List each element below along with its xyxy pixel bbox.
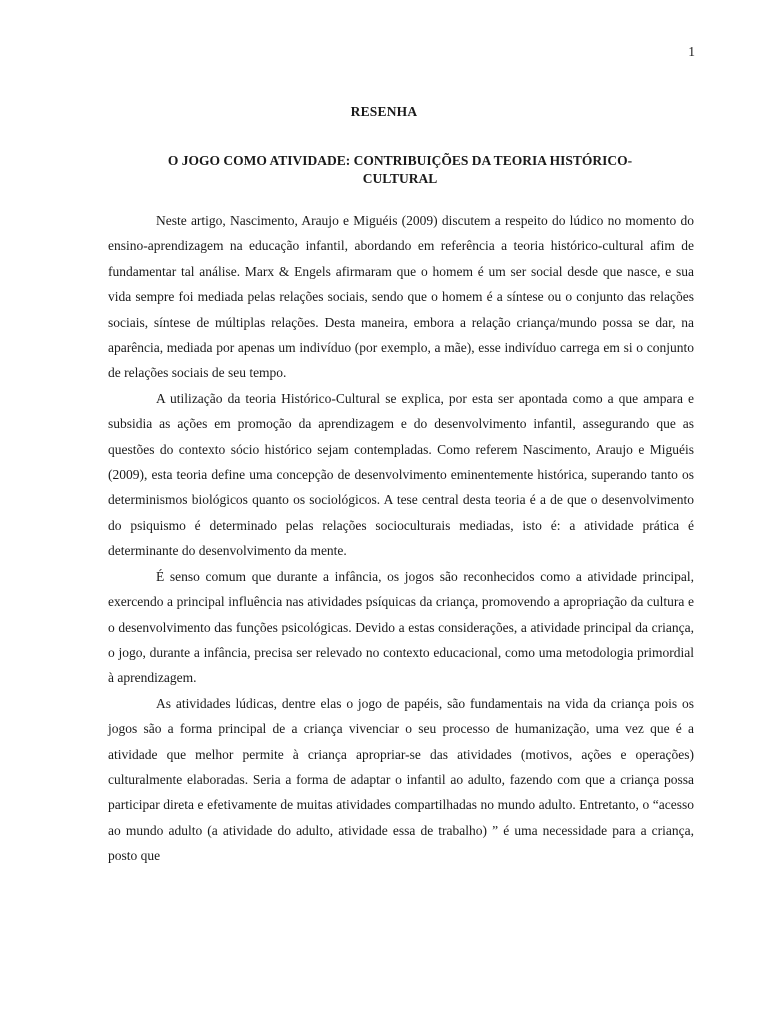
article-title: O JOGO COMO ATIVIDADE: CONTRIBUIÇÕES DA TEORIA HISTÓRICO-CULTURAL	[167, 153, 633, 186]
paragraph: É senso comum que durante a infância, os jogos são reconhecidos como a atividade principal, exercendo a principal influência nas atividades psíquicas da criança, promovendo a apropriação da cultura e o desenvolvimento das funções psicológicas. Devido a estas considerações, a atividade principal da criança, o jogo, durante a infância, precisa ser relevado no contexto educacional, como uma metodologia primordial à aprendizagem.	[108, 568, 694, 686]
paragraph: Neste artigo, Nascimento, Araujo e Miguéis (2009) discutem a respeito do lúdico no momento do ensino-aprendizagem na educação infantil, abordando em referência a teoria histórico-cultural afim de fundamentar tal análise. Marx & Engels afirmaram que o homem é um ser social desde que nasce, e sua vida sempre foi mediada pelas relações sociais, sendo que o homem é a síntese ou o conjunto das relações sociais, síntese de múltiplas relações. Desta maneira, embora a relação criança/mundo possa se dar, na aparência, mediada por apenas um indivíduo (por exemplo, a mãe), esse indivíduo carrega em si o conjunto de relações sociais de seu tempo.	[108, 213, 694, 381]
section-heading: RESENHA	[350, 104, 418, 119]
body-text	[108, 208, 694, 869]
paragraph: A utilização da teoria Histórico-Cultural se explica, por esta ser apontada como a que ampara e subsidia as ações em promoção da aprendizagem e do desenvolvimento infantil, assegurando que as questões do contexto sócio histórico sejam contempladas. Como referem Nascimento, Araujo e Miguéis (2009), esta teoria define uma concepção de desenvolvimento eminentemente histórica, superando tanto os determinismos biológicos quanto os sociológicos. A tese central desta teoria é a de que o desenvolvimento do psiquismo é determinado pelas relações socioculturais mediadas, isto é: a atividade prática é determinante do desenvolvimento da mente.	[108, 390, 694, 559]
page-number: 1	[688, 44, 695, 59]
paragraph: As atividades lúdicas, dentre elas o jogo de papéis, são fundamentais na vida da criança pois os jogos são a forma principal de a criança vivenciar o seu processo de humanização, uma vez que é a atividade que melhor permite à criança apropriar-se das atividades (motivos, ações e operações) culturalmente elaboradas. Seria a forma de adaptar o infantil ao adulto, fazendo com que a criança possa participar direta e efetivamente de muitas atividades compartilhadas no mundo adulto. Entretanto, o “acesso ao mundo adulto (a atividade do adulto, atividade essa de trabalho) ” é uma necessidade para a criança, posto que	[108, 695, 694, 864]
